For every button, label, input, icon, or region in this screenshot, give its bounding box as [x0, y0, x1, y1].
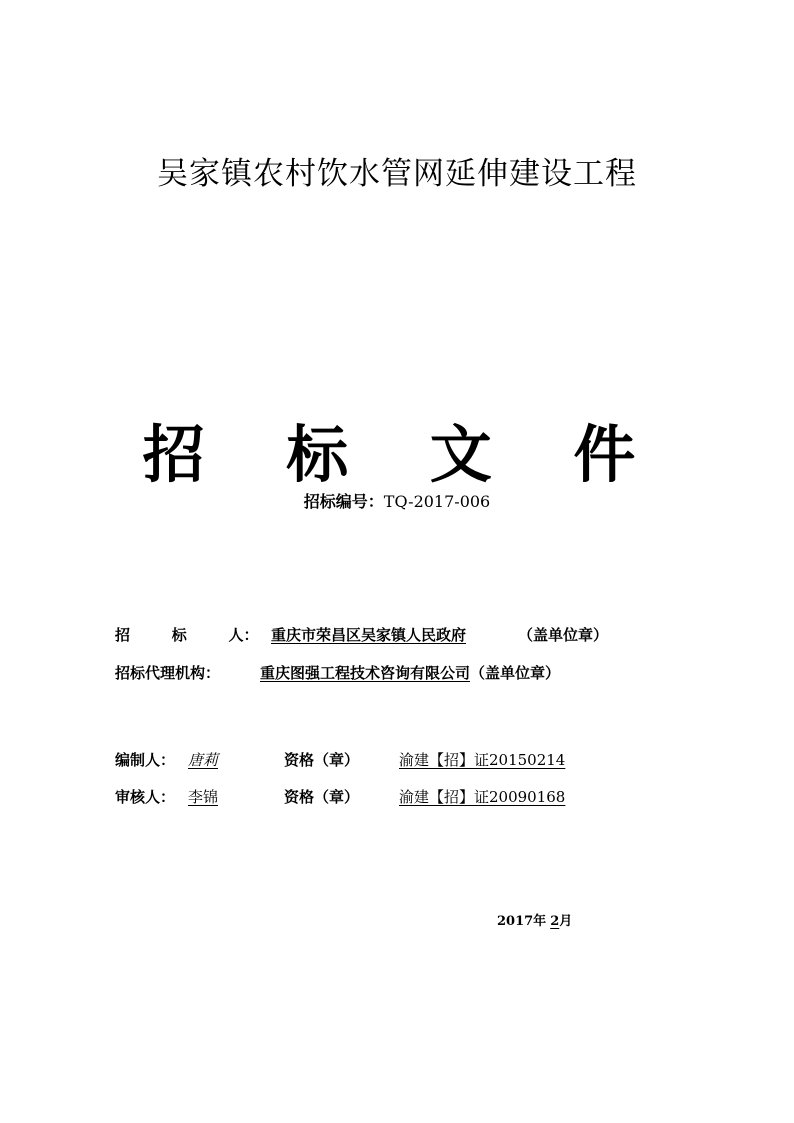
issue-date-month: 2 [550, 914, 560, 929]
tenderer-note: （盖单位章） [518, 626, 609, 644]
issue-date-month-suffix: 月 [559, 914, 573, 929]
reviewer-name: 李锦 [188, 788, 219, 806]
tenderer-value: 重庆市荣昌区吴家镇人民政府 [271, 626, 467, 644]
agency-value: 重庆图强工程技术咨询有限公司 [260, 664, 471, 682]
tenderer-row [115, 624, 608, 645]
agency-row [115, 662, 560, 683]
compiler-row [115, 749, 565, 770]
issue-date-year: 2017年 [497, 914, 547, 929]
compiler-name: 唐莉 [188, 751, 219, 769]
tenderer-label: 招 标 人： [115, 626, 259, 644]
agency-note: （盖单位章） [470, 664, 561, 682]
tender-number-value: TQ-2017-006 [383, 492, 491, 511]
project-title: 吴家镇农村饮水管网延伸建设工程 [157, 156, 637, 192]
compiler-qual-value: 渝建【招】证20150214 [399, 751, 566, 769]
reviewer-row [115, 786, 565, 807]
compiler-label: 编制人： [115, 751, 176, 769]
reviewer-qual-label: 资格（章） [284, 788, 360, 806]
agency-label: 招标代理机构： [115, 664, 221, 682]
reviewer-qual-value: 渝建【招】证20090168 [399, 788, 566, 806]
tender-number [0, 489, 794, 512]
document-title: 招 标 文 件 [142, 418, 666, 491]
compiler-qual-label: 资格（章） [284, 751, 360, 769]
reviewer-label: 审核人： [115, 788, 176, 806]
issue-date [497, 910, 572, 929]
tender-number-label: 招标编号： [303, 492, 384, 511]
